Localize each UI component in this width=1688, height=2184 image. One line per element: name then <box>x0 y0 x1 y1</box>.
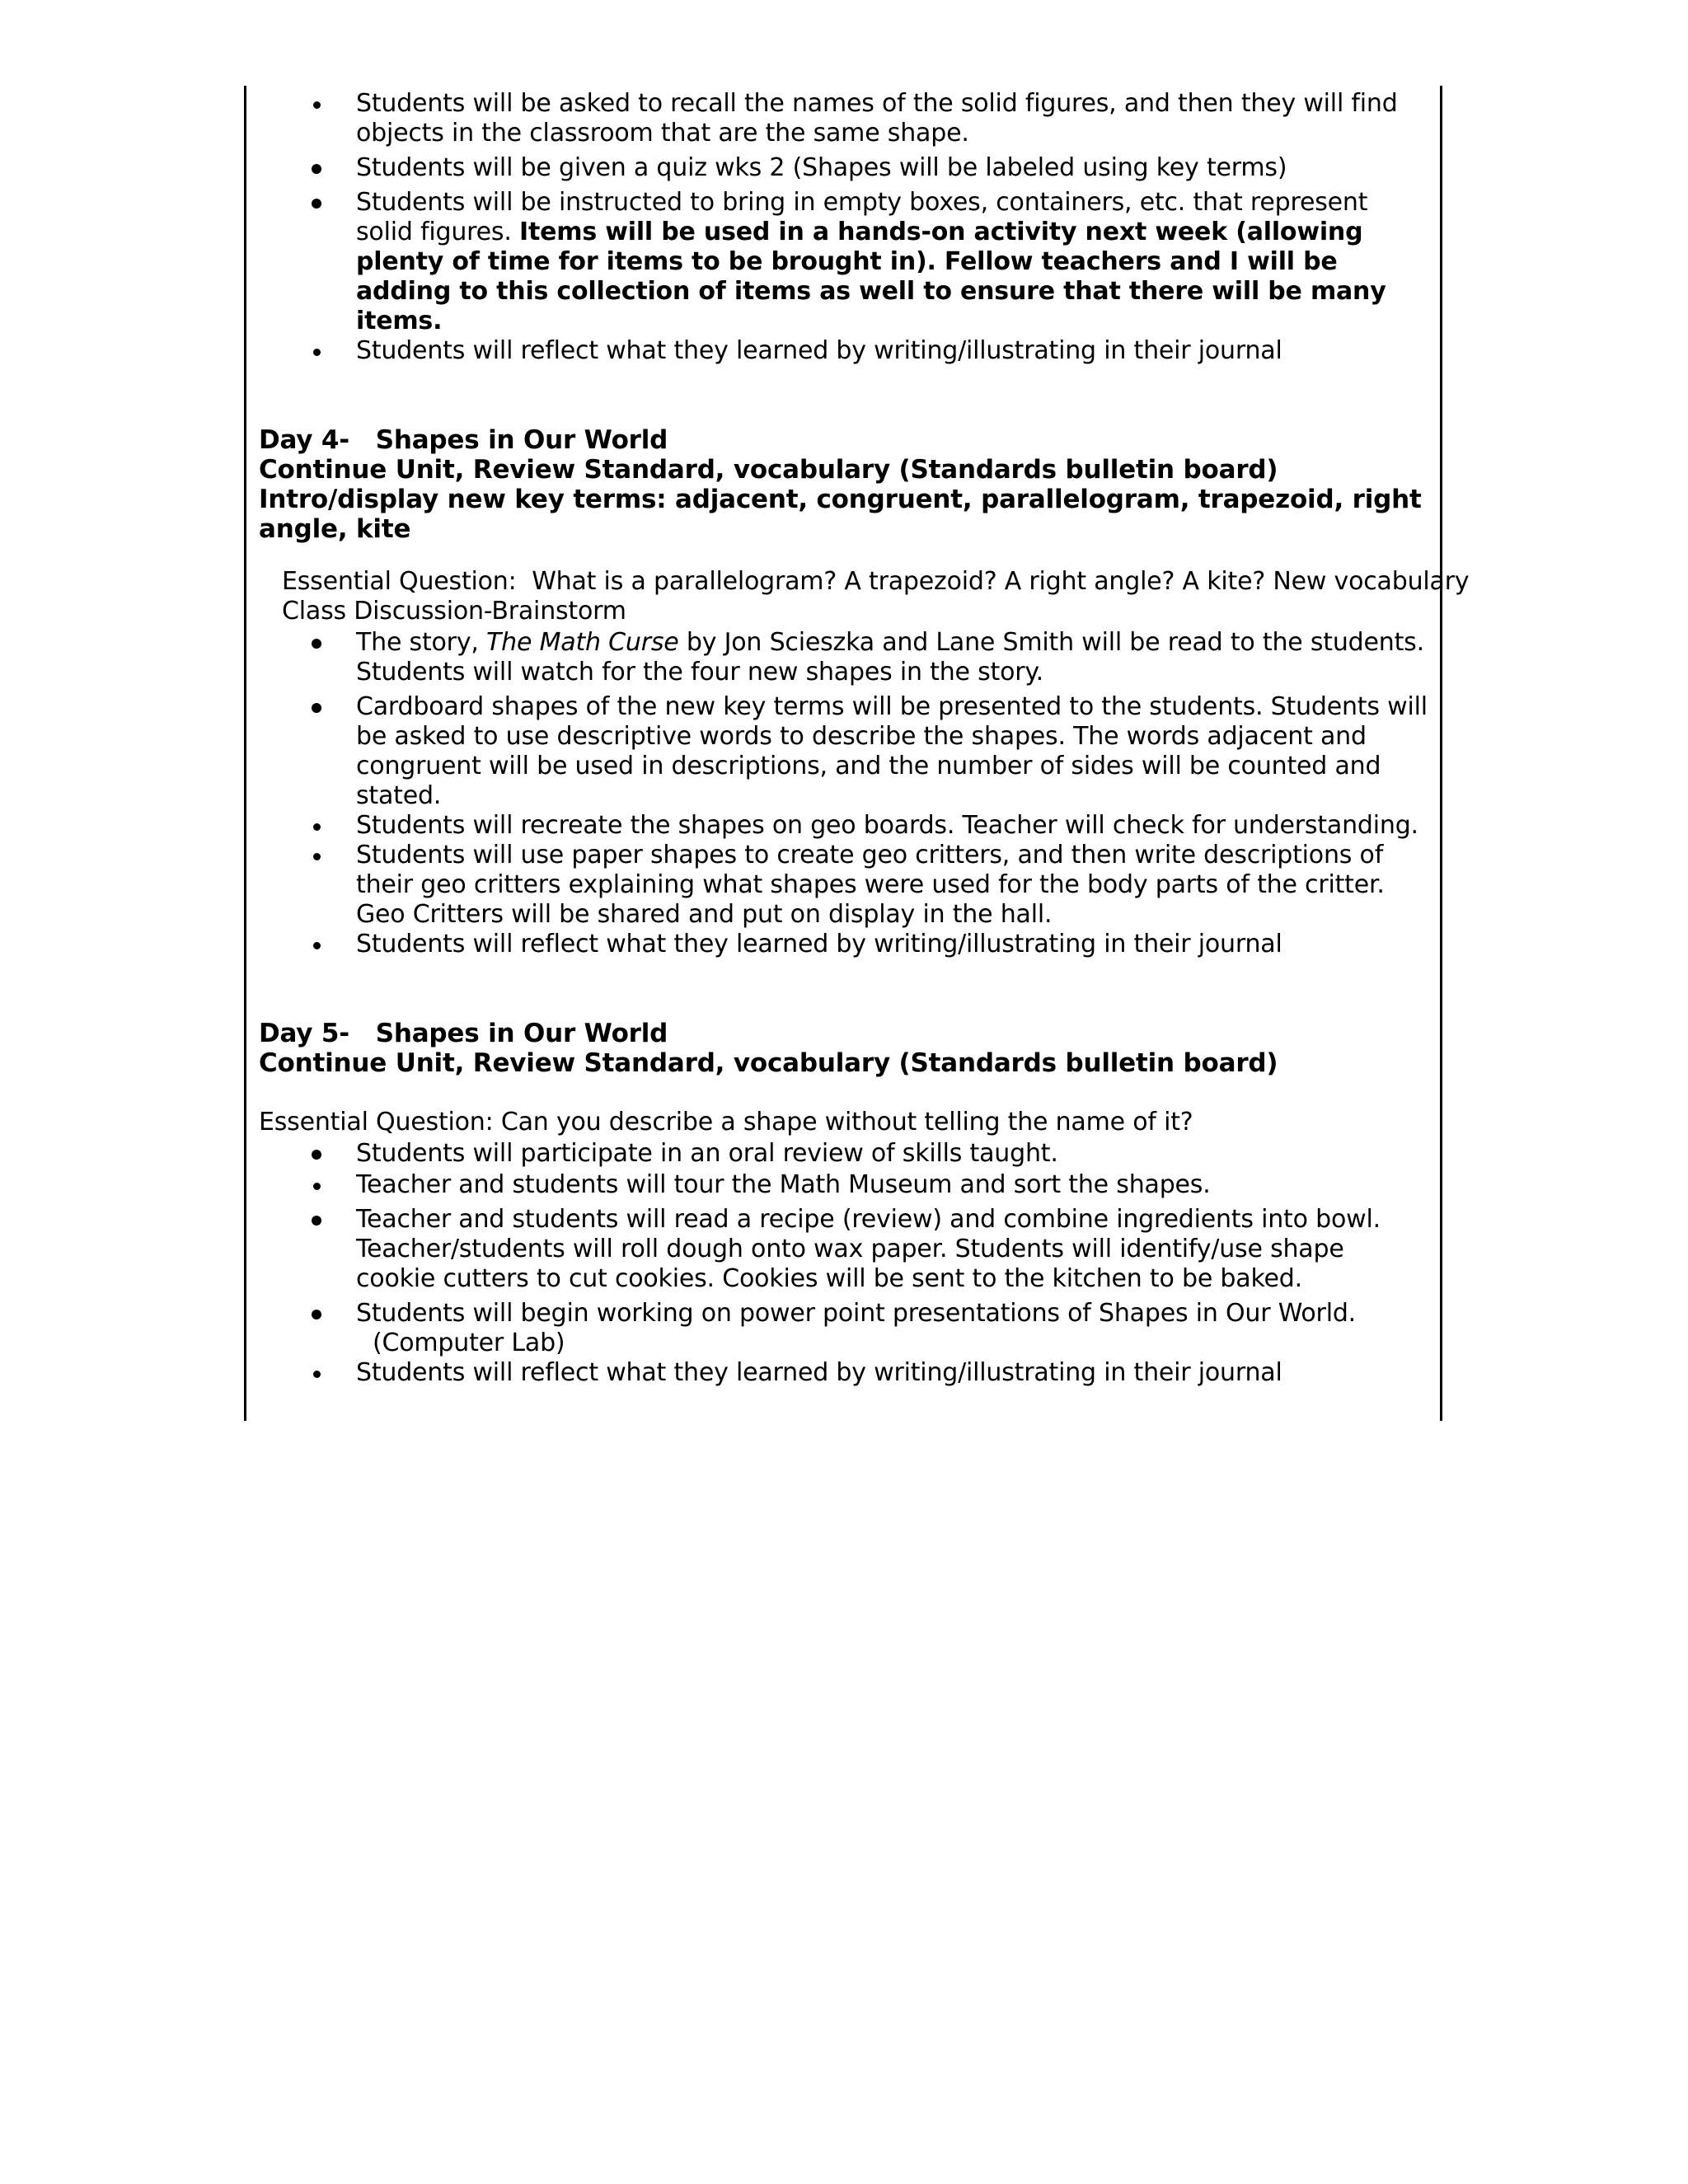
list-item <box>259 811 1429 841</box>
day4-subtitle: Continue Unit, Review Standard, vocabulary (Standards bulletin board) <box>259 455 1278 485</box>
list-item <box>259 1139 1429 1169</box>
day4-heading <box>259 425 1429 544</box>
list-item <box>259 628 1429 687</box>
list-item-text: Students will be instructed to bring in empty boxes, containers, etc. that represent solid figures. <box>356 188 1368 246</box>
list-item-text: Cardboard shapes of the new key terms will be presented to the students. Students will be asked to use descriptive words to describe the shapes. The words adjacent and congruent will be used in descriptions, and the number of sides will be counted and stated. <box>356 692 1428 810</box>
bullet-icon <box>312 1310 321 1319</box>
top-bullet-list <box>259 89 1429 366</box>
list-item-text: Students will be asked to recall the names of the solid figures, and then they will find objects in the classroom that are the same shape. <box>356 89 1398 148</box>
list-item <box>259 930 1429 959</box>
day5-title: Day 5- Shapes in Our World <box>259 1019 668 1048</box>
list-item-text: Students will use paper shapes to create geo critters, and then write descriptions of their geo critters explaining what shapes were used for the body parts of the critter. Geo Critters will be shared and put on display in the hall. <box>356 841 1385 929</box>
bullet-icon <box>313 823 321 831</box>
list-item-text: Teacher and students will read a recipe (review) and combine ingredients into bowl. Teacher/students will roll dough onto wax paper. Students will identify/use shape cookie cutters to cut cookies. Cookies will be sent to the kitchen to be baked. <box>356 1205 1381 1293</box>
list-item-text: Students will be given a quiz wks 2 (Shapes will be labeled using key terms) <box>356 153 1287 182</box>
computer-lab-note: (Computer Lab) <box>373 1329 565 1357</box>
day4-discussion: Class Discussion-Brainstorm <box>282 597 626 626</box>
bullet-icon <box>312 1150 321 1160</box>
bullet-icon <box>312 199 321 209</box>
bullet-icon <box>313 1183 321 1190</box>
list-item-text: The story, <box>356 628 487 657</box>
list-item <box>259 336 1429 366</box>
bullet-icon <box>312 1216 321 1226</box>
list-item-text: Students will participate in an oral review of skills taught. <box>356 1139 1058 1168</box>
list-item-bold-text: Items will be used in a hands-on activity next week (allowing plenty of time for items to be brought in). Fellow teachers and I will be adding to this collection of items as well to ensure that there will be many items. <box>356 218 1386 335</box>
bullet-icon <box>313 1371 321 1378</box>
list-item <box>259 1299 1429 1358</box>
day5-subtitle: Continue Unit, Review Standard, vocabulary (Standards bulletin board) <box>259 1048 1278 1078</box>
day5-heading <box>259 1019 1429 1078</box>
list-item <box>259 1358 1429 1388</box>
list-item-text: Students will begin working on power point presentations of Shapes in Our World. <box>356 1299 1357 1328</box>
day5-essential-question: Essential Question: Can you describe a shape without telling the name of it? <box>259 1108 1193 1137</box>
day4-essential-question: Essential Question: What is a parallelogram? A trapezoid? A right angle? A kite? New vocabulary <box>282 567 1470 596</box>
list-item-text: by Jon Scieszka and Lane Smith will be read to the students. Students will watch for the four new shapes in the story. <box>356 628 1424 687</box>
day4-essential-question-block <box>259 567 1470 626</box>
list-item <box>259 1205 1429 1294</box>
day4-title: Day 4- Shapes in Our World <box>259 425 668 455</box>
day4-terms-line: Intro/display new key terms: adjacent, congruent, parallelogram, trapezoid, right angle, kite <box>259 485 1422 544</box>
bullet-icon <box>312 703 321 713</box>
bullet-icon <box>313 101 321 109</box>
book-title: The Math Curse <box>486 628 679 657</box>
day4-bullet-list <box>259 628 1429 959</box>
bullet-icon <box>312 639 321 649</box>
bullet-icon <box>313 942 321 949</box>
list-item-text: Teacher and students will tour the Math Museum and sort the shapes. <box>356 1170 1211 1199</box>
bullet-icon <box>313 349 321 356</box>
list-item-text: Students will reflect what they learned by writing/illustrating in their journal <box>356 930 1282 958</box>
document-content <box>259 86 1470 1388</box>
list-item <box>259 841 1429 930</box>
list-item <box>259 89 1429 148</box>
list-item <box>259 1170 1429 1200</box>
bullet-icon <box>313 853 321 860</box>
day5-bullet-list <box>259 1139 1429 1388</box>
list-item <box>259 692 1429 811</box>
list-item-text: Students will recreate the shapes on geo boards. Teacher will check for understanding. <box>356 811 1418 840</box>
list-item-text: Students will reflect what they learned by writing/illustrating in their journal <box>356 1358 1282 1387</box>
list-item <box>259 188 1429 336</box>
bullet-icon <box>312 164 321 174</box>
list-item-text: Students will reflect what they learned by writing/illustrating in their journal <box>356 336 1282 365</box>
list-item <box>259 153 1429 183</box>
